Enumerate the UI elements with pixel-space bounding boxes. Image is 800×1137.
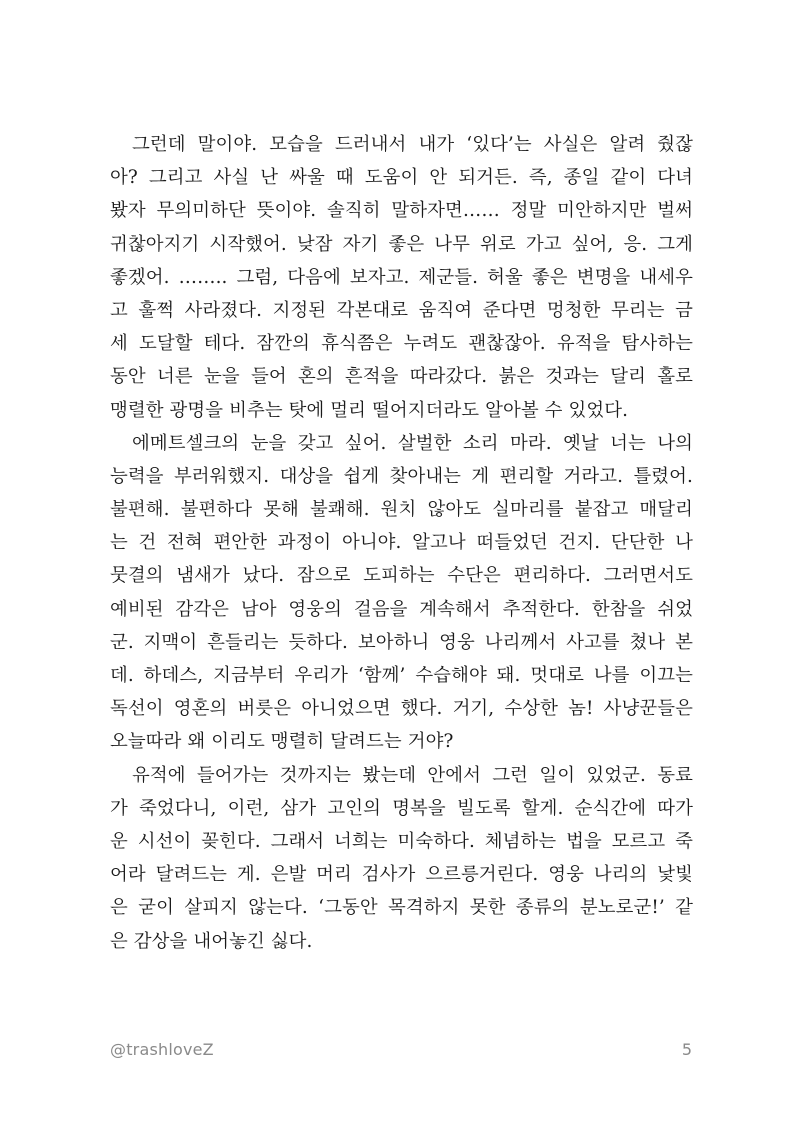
text-line: 오늘따라 왜 이리도 맹렬히 달려드는 거야? <box>110 731 454 753</box>
paragraph-2 <box>110 427 693 759</box>
text-line: 능력을 부러워했지. 대상을 쉽게 찾아내는 게 편리할 거라고. 틀렸어. <box>110 465 693 487</box>
text-line: 세 도달할 테다. 잠깐의 휴식쯤은 누려도 괜찮잖아. 유적을 탐사하는 <box>110 333 693 355</box>
text-line: 는 건 전혀 편안한 과정이 아니야. 알고나 떠들었던 건지. 단단한 나 <box>110 532 693 554</box>
page-number: 5 <box>681 1040 692 1059</box>
text-line: 귀찮아지기 시작했어. 낮잠 자기 좋은 나무 위로 가고 싶어, 응. 그게 <box>110 233 693 255</box>
paragraph-1 <box>110 128 693 427</box>
text-line: 은 감상을 내어놓긴 싫다. <box>110 930 313 952</box>
text-line: 고 훌쩍 사라졌다. 지정된 각본대로 움직여 준다면 멍청한 무리는 금 <box>110 299 693 321</box>
text-line: 데. 하데스, 지금부터 우리가 ‘함께’ 수습해야 돼. 멋대로 나를 이끄는 <box>110 665 693 686</box>
text-line: 어라 달려드는 게. 은발 머리 검사가 으르릉거린다. 영웅 나리의 낯빛 <box>110 864 693 886</box>
text-line: 좋겠어. …….. 그럼, 다음에 보자고. 제군들. 허울 좋은 변명을 내세우 <box>110 266 693 288</box>
text-line: 동안 너른 눈을 들어 혼의 흔적을 따라갔다. 붉은 것과는 달리 홀로 <box>110 366 693 388</box>
footer-author: @trashloveZ <box>110 1040 214 1059</box>
text-line: 예비된 감각은 남아 영웅의 걸음을 계속해서 추적한다. 한참을 쉬었 <box>110 598 693 620</box>
text-line: 운 시선이 꽂힌다. 그래서 너희는 미숙하다. 체념하는 법을 모르고 죽 <box>110 830 693 852</box>
text-line: 독선이 영혼의 버릇은 아니었으면 했다. 거기, 수상한 놈! 사냥꾼들은 <box>110 698 693 720</box>
text-line: 봤자 무의미하단 뜻이야. 솔직히 말하자면…… 정말 미안하지만 벌써 <box>110 200 693 222</box>
text-line: 유적에 들어가는 것까지는 봤는데 안에서 그런 일이 있었군. 동료 <box>132 764 693 786</box>
text-line: 맹렬한 광명을 비추는 탓에 멀리 떨어지더라도 알아볼 수 있었다. <box>110 399 629 421</box>
paragraph-3 <box>110 759 693 958</box>
text-line: 뭇결의 냄새가 났다. 잠으로 도피하는 수단은 편리하다. 그러면서도 <box>110 565 693 587</box>
text-line: 아? 그리고 사실 난 싸울 때 도움이 안 되거든. 즉, 종일 같이 다녀 <box>110 167 693 189</box>
text-line: 은 굳이 살피지 않는다. ‘그동안 목격하지 못한 종류의 분노로군!’ 같 <box>110 897 693 919</box>
body-text <box>110 128 693 958</box>
text-line: 에메트셀크의 눈을 갖고 싶어. 살벌한 소리 마라. 옛날 너는 나의 <box>132 432 693 454</box>
text-line: 그런데 말이야. 모습을 드러내서 내가 ‘있다’는 사실은 알려 줬잖 <box>132 134 693 155</box>
text-line: 가 죽었다니, 이런, 삼가 고인의 명복을 빌도록 할게. 순식간에 따가 <box>110 797 693 819</box>
text-line: 불편해. 불편하다 못해 불쾌해. 원치 않아도 실마리를 붙잡고 매달리 <box>110 499 693 521</box>
text-line: 군. 지맥이 흔들리는 듯하다. 보아하니 영웅 나리께서 사고를 쳤나 본 <box>110 631 693 653</box>
